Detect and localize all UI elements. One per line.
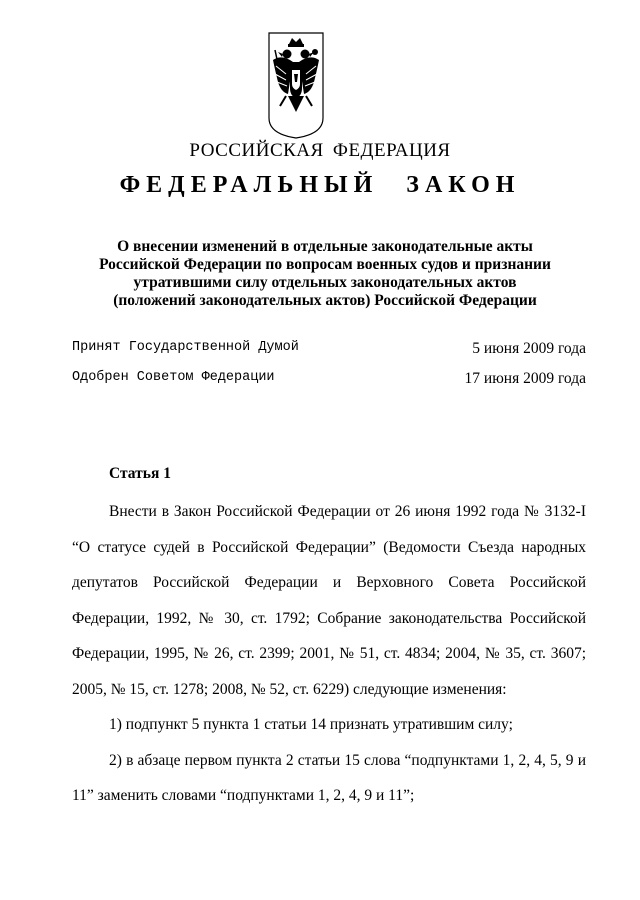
duma-adoption-date: 5 июня 2009 года xyxy=(472,340,586,357)
duma-adoption-row xyxy=(72,340,586,358)
duma-adoption-label: Принят Государственной Думой xyxy=(72,340,299,355)
law-title-line: утратившими силу отдельных законодательных актов xyxy=(133,274,517,291)
law-title xyxy=(90,238,560,310)
council-approval-date: 17 июня 2009 года xyxy=(464,370,586,387)
law-title-line: (положений законодательных актов) Российской Федерации xyxy=(113,292,537,309)
law-title-line: Российской Федерации по вопросам военных судов и признании xyxy=(99,256,551,273)
article-heading: Статья 1 xyxy=(109,465,171,482)
article-paragraph: Внести в Закон Российской Федерации от 26 июня 1992 года № 3132-I “О статусе судей в Российской Федерации” (Ведомости Съезда народных депутатов Российской Федерации и Верховного Совета Российской Федерации, 1992, № 30, ст. 1792; Собрание законодательства Российской Федерации, 1995, № 26, ст. 2399; 2001, № 51, ст. 4834; 2004, № 35, ст. 3607; 2005, № 15, ст. 1278; 2008, № 52, ст. 6229) следующие изменения: xyxy=(72,503,586,698)
article-paragraph: 2) в абзаце первом пункта 2 статьи 15 слова “подпунктами 1, 2, 4, 5, 9 и 11” заменить словами “подпунктами 1, 2, 4, 9 и 11”; xyxy=(72,751,586,804)
coat-of-arms-icon xyxy=(266,30,326,140)
article-paragraph: 1) подпункт 5 пункта 1 статьи 14 признать утратившим силу; xyxy=(109,716,513,733)
article-body xyxy=(72,494,586,814)
council-approval-row xyxy=(72,370,586,388)
country-name: РОССИЙСКАЯ ФЕДЕРАЦИЯ xyxy=(189,140,451,161)
council-approval-label: Одобрен Советом Федерации xyxy=(72,370,275,385)
document-type: ФЕДЕРАЛЬНЫЙ ЗАКОН xyxy=(119,172,521,198)
law-title-line: О внесении изменений в отдельные законодательные акты xyxy=(117,238,533,255)
